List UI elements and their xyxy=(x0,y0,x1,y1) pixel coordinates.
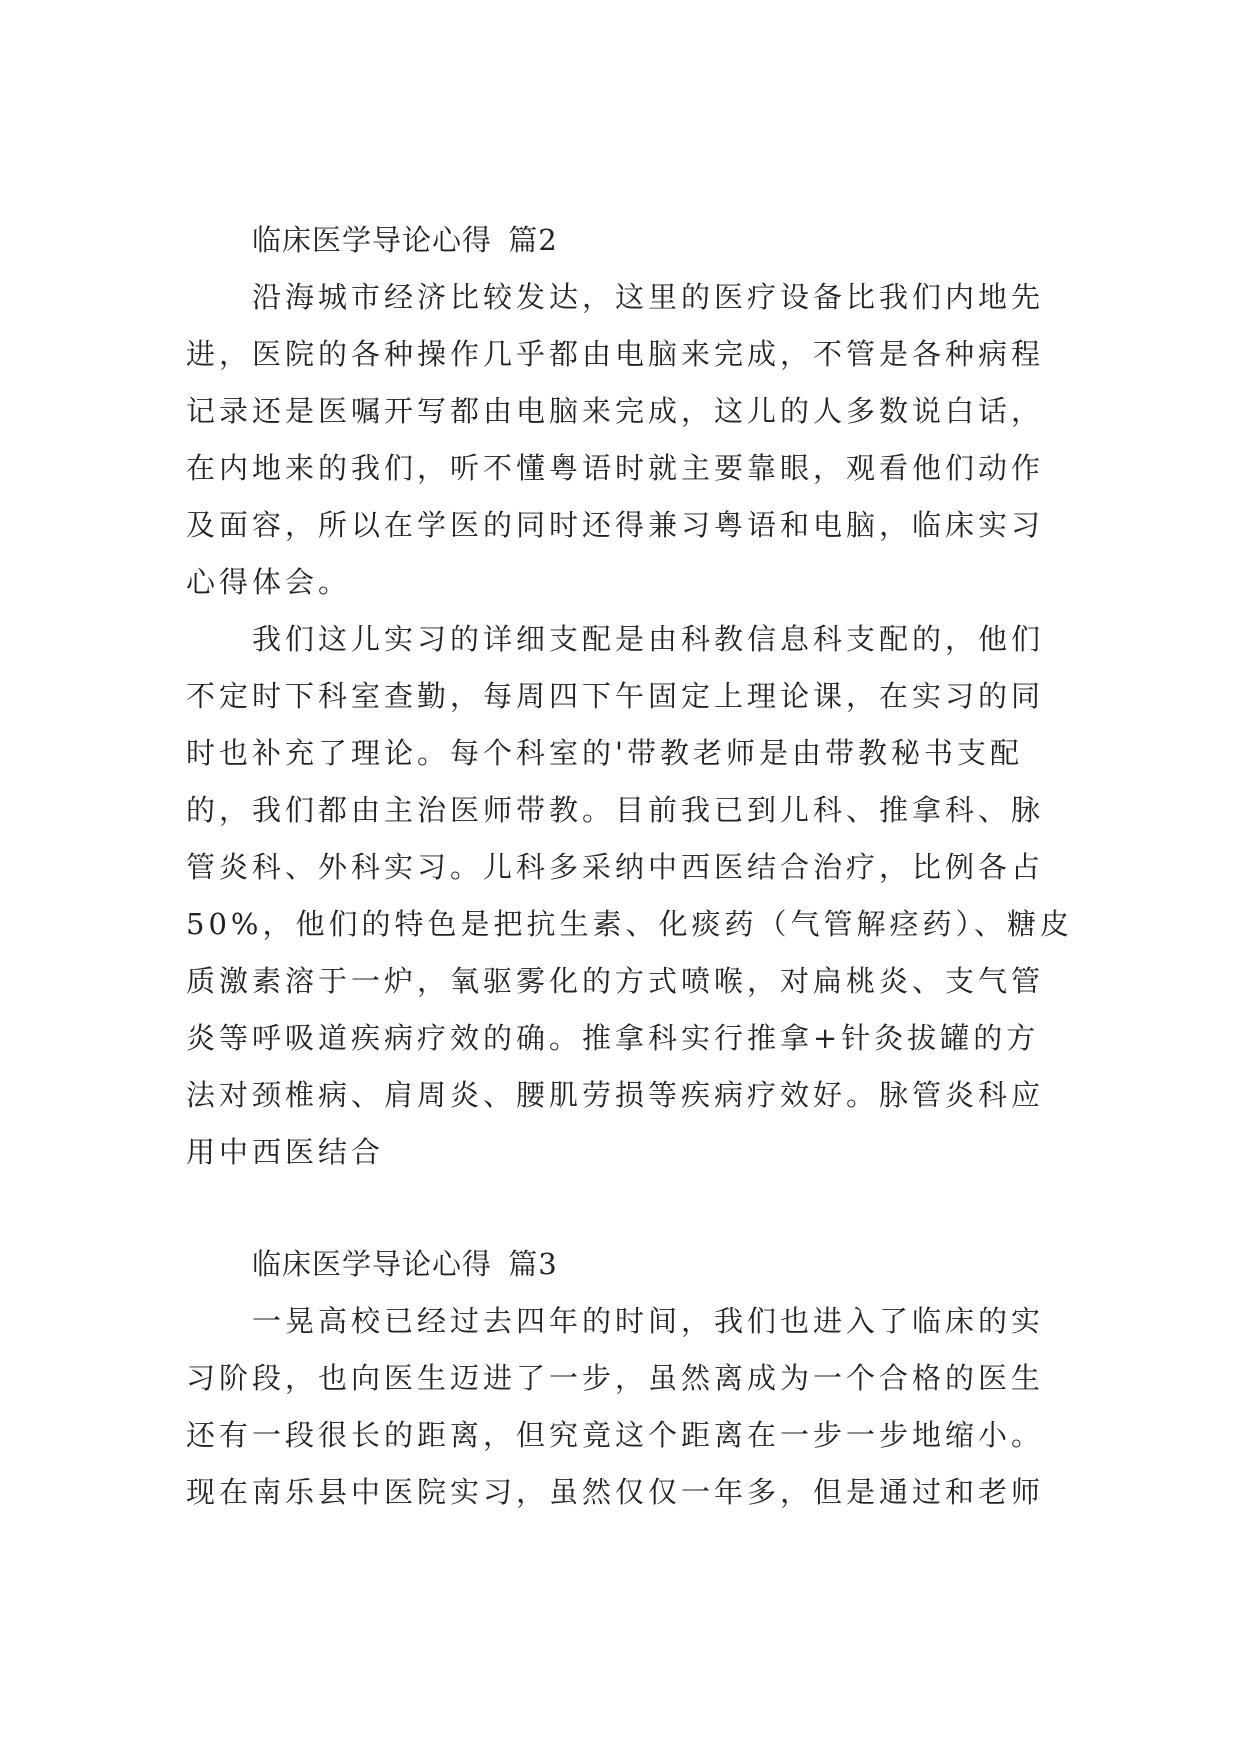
text-line: 及面容，所以在学医的同时还得兼习粤语和电脑，临床实习 xyxy=(186,508,1045,542)
text-line: 沿海城市经济比较发达，这里的医疗设备比我们内地先 xyxy=(252,280,1045,314)
text-line: 时也补充了理论。每个科室的'带教老师是由带教秘书支配 xyxy=(186,736,1023,770)
text-line: 进，医院的各种操作几乎都由电脑来完成，不管是各种病程 xyxy=(186,337,1045,371)
text-line: 一晃高校已经过去四年的时间，我们也进入了临床的实 xyxy=(252,1304,1045,1338)
text-line: 的，我们都由主治医师带教。目前我已到儿科、推拿科、脉 xyxy=(186,793,1045,827)
text-line: 炎等呼吸道疾病疗效的确。推拿科实行推拿+针灸拔罐的方 xyxy=(186,1021,1040,1055)
section-3 xyxy=(186,1236,1066,1521)
document-body xyxy=(186,212,1073,1521)
text-line: 法对颈椎病、肩周炎、腰肌劳损等疾病疗效好。脉管炎科应 xyxy=(186,1078,1045,1112)
paragraph xyxy=(186,269,1066,611)
paragraph xyxy=(186,1293,1066,1521)
text-line: 管炎科、外科实习。儿科多采纳中西医结合治疗，比例各占 xyxy=(186,850,1045,884)
text-line: 记录还是医嘱开写都由电脑来完成，这儿的人多数说白话， xyxy=(186,394,1045,428)
paragraph xyxy=(186,611,1073,1181)
text-line: 质激素溶于一炉，氧驱雾化的方式喷喉，对扁桃炎、支气管 xyxy=(186,964,1045,998)
text-line: 我们这儿实习的详细支配是由科教信息科支配的，他们 xyxy=(252,622,1045,656)
text-line: 不定时下科室查勤，每周四下午固定上理论课，在实习的同 xyxy=(186,679,1045,713)
section-2 xyxy=(186,212,1073,1181)
text-line: 现在南乐县中医院实习，虽然仅仅一年多，但是通过和老师 xyxy=(186,1475,1045,1509)
text-line: 心得体会。 xyxy=(186,565,352,599)
section-heading: 临床医学导论心得 篇2 xyxy=(252,223,558,257)
text-line: 还有一段很长的距离，但究竟这个距离在一步一步地缩小。 xyxy=(186,1418,1045,1452)
text-line: 习阶段，也向医生迈进了一步，虽然离成为一个合格的医生 xyxy=(186,1361,1045,1395)
text-line: 在内地来的我们，听不懂粤语时就主要靠眼，观看他们动作 xyxy=(186,451,1045,485)
section-heading: 临床医学导论心得 篇3 xyxy=(252,1247,558,1281)
text-line: 50%，他们的特色是把抗生素、化痰药（气管解痉药）、糖皮 xyxy=(186,907,1073,941)
section-gap xyxy=(186,1181,1066,1236)
text-line: 用中西医结合 xyxy=(186,1135,385,1169)
